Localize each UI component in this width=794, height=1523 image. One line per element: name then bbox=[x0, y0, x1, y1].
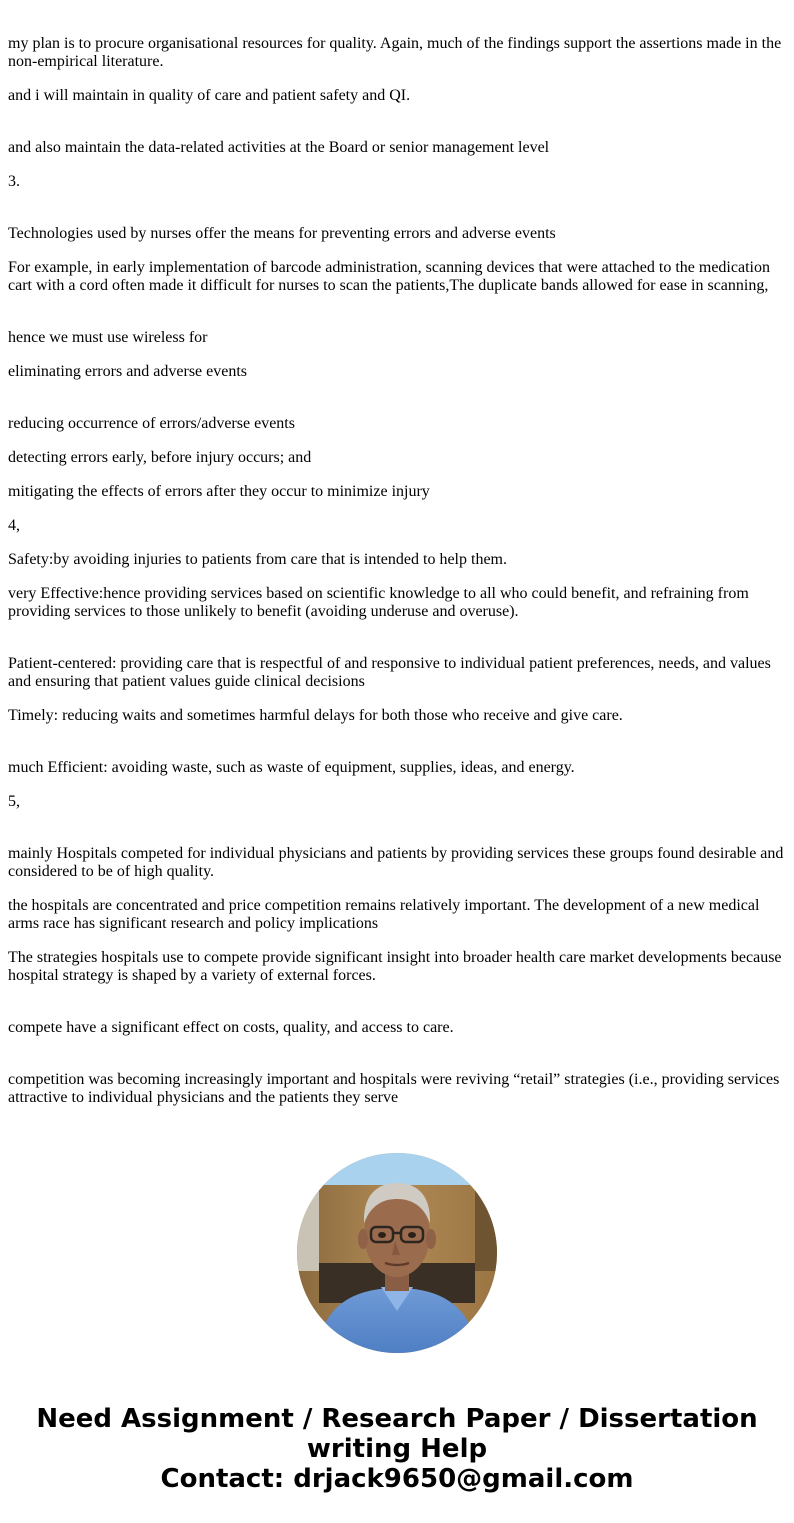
contact-banner bbox=[0, 1404, 794, 1494]
section-number: 3. bbox=[8, 173, 20, 190]
portrait-image bbox=[297, 1153, 497, 1353]
paragraph: much Efficient: avoiding waste, such as waste of equipment, supplies, ideas, and energy. bbox=[8, 759, 575, 776]
author-photo bbox=[297, 1153, 497, 1353]
paragraph: the hospitals are concentrated and price competition remains relatively important. The development of a new medical arms race has significant research and policy implications bbox=[8, 897, 760, 932]
paragraph: compete have a significant effect on costs, quality, and access to care. bbox=[8, 1019, 454, 1036]
paragraph: Patient-centered: providing care that is respectful of and responsive to individual patient preferences, needs, and values and ensuring that patient values guide clinical decisions bbox=[8, 655, 771, 690]
paragraph: my plan is to procure organisational resources for quality. Again, much of the findings support the assertions made in the non-empirical literature. bbox=[8, 35, 782, 70]
paragraph: For example, in early implementation of barcode administration, scanning devices that were attached to the medication cart with a cord often made it difficult for nurses to scan the patients,The duplicate bands allowed for ease in scanning, bbox=[8, 259, 770, 294]
paragraph: and i will maintain in quality of care and patient safety and QI. bbox=[8, 87, 411, 104]
banner-line-1: Need Assignment / Research Paper / Dissertation bbox=[36, 1404, 758, 1434]
paragraph: competition was becoming increasingly important and hospitals were reviving “retail” strategies (i.e., providing services attractive to individual physicians and the patients they serve bbox=[8, 1071, 780, 1106]
banner-line-2: writing Help bbox=[306, 1434, 488, 1464]
paragraph: hence we must use wireless for bbox=[8, 329, 208, 346]
section-number: 4, bbox=[8, 517, 20, 534]
paragraph: The strategies hospitals use to compete provide significant insight into broader health care market developments because hospital strategy is shaped by a variety of external forces. bbox=[8, 949, 782, 984]
paragraph: mitigating the effects of errors after they occur to minimize injury bbox=[8, 483, 430, 500]
paragraph: reducing occurrence of errors/adverse events bbox=[8, 415, 295, 432]
paragraph: Timely: reducing waits and sometimes harmful delays for both those who receive and give care. bbox=[8, 707, 623, 724]
paragraph: detecting errors early, before injury occurs; and bbox=[8, 449, 312, 466]
paragraph: mainly Hospitals competed for individual physicians and patients by providing services these groups found desirable and considered to be of high quality. bbox=[8, 845, 784, 880]
banner-contact-email: Contact: drjack9650@gmail.com bbox=[160, 1464, 634, 1494]
paragraph: Safety:by avoiding injuries to patients from care that is intended to help them. bbox=[8, 551, 507, 568]
paragraph: eliminating errors and adverse events bbox=[8, 363, 248, 380]
paragraph: Technologies used by nurses offer the means for preventing errors and adverse events bbox=[8, 225, 556, 242]
paragraph: and also maintain the data-related activities at the Board or senior management level bbox=[8, 139, 550, 156]
paragraph: very Effective:hence providing services based on scientific knowledge to all who could benefit, and refraining from providing services to those unlikely to benefit (avoiding underuse and overuse). bbox=[8, 585, 749, 620]
section-number: 5, bbox=[8, 793, 20, 810]
